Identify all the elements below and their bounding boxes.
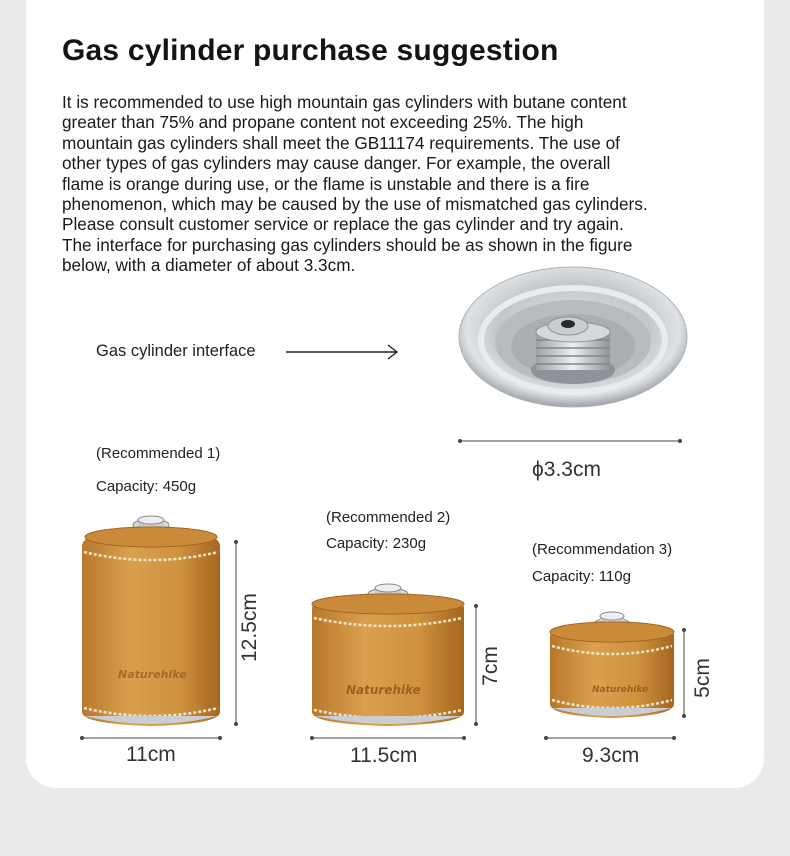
description-line: mountain gas cylinders shall meet the GB11174 requirements. The use of <box>62 132 620 153</box>
brand-logo: Naturehike <box>346 683 421 697</box>
description-line: flame is orange during use, or the flame is unstable and there is a fire <box>62 173 590 194</box>
content-card <box>26 0 764 788</box>
recommend-label: (Recommendation 3) <box>532 541 673 558</box>
capacity-label: Capacity: 110g <box>532 568 631 585</box>
width-label: 9.3cm <box>582 744 640 767</box>
height-label: 7cm <box>479 646 502 686</box>
cylinder-230g <box>310 584 478 740</box>
description-line: greater than 75% and propane content not exceeding 25%. The high <box>62 112 584 133</box>
capacity-label: Capacity: 230g <box>326 535 427 552</box>
brand-logo: Naturehike <box>118 668 187 681</box>
description-line: phenomenon, which may be caused by the use of mismatched gas cylinders. <box>62 194 648 215</box>
width-label: 11cm <box>126 743 176 766</box>
page-title: Gas cylinder purchase suggestion <box>62 34 559 67</box>
interface-diameter-label: ϕ3.3cm <box>532 458 601 481</box>
cylinder-450g <box>80 516 238 740</box>
capacity-label: Capacity: 450g <box>96 478 197 495</box>
width-label: 11.5cm <box>350 744 418 767</box>
description-line: below, with a diameter of about 3.3cm. <box>62 255 356 276</box>
cylinder-110g <box>544 612 686 740</box>
arrow-right-icon <box>286 345 397 359</box>
description-line: Please consult customer service or replace the gas cylinder and try again. <box>62 214 624 235</box>
illustration <box>26 0 764 788</box>
recommend-label: (Recommended 2) <box>326 509 451 526</box>
recommend-label: (Recommended 1) <box>96 445 221 462</box>
brand-logo: Naturehike <box>592 685 649 695</box>
description-line: other types of gas cylinders may cause danger. For example, the overall <box>62 153 611 174</box>
height-label: 5cm <box>691 658 714 698</box>
interface-label: Gas cylinder interface <box>96 342 256 360</box>
gas-interface-photo <box>459 267 687 407</box>
description-line: It is recommended to use high mountain gas cylinders with butane content <box>62 92 627 112</box>
height-label: 12.5cm <box>238 593 261 662</box>
diameter-dimension-line <box>458 439 682 443</box>
description-line: The interface for purchasing gas cylinders should be as shown in the figure <box>62 234 633 255</box>
